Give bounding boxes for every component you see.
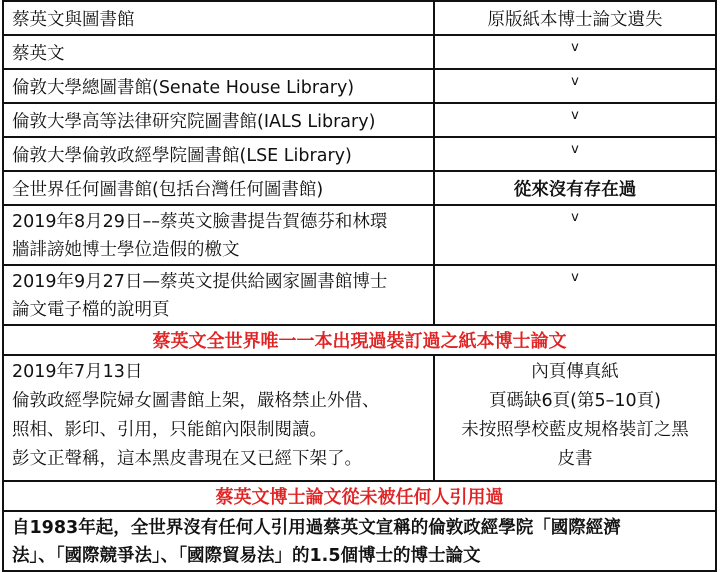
section1-left-line: 2019年7月13日 xyxy=(12,362,143,382)
section2-body-line: 自1983年起，全世界沒有任何人引用過蔡英文宣稱的倫敦政經學院「國際經濟 xyxy=(12,518,621,538)
section1-left-line: 照相、影印、引用，只能館內限制閱讀。 xyxy=(12,420,327,440)
row-mark: v xyxy=(571,108,579,123)
section1-right-line: 內頁傳真紙 xyxy=(531,362,619,382)
row-label xyxy=(4,266,435,326)
row-mark: v xyxy=(571,74,579,89)
section2-body-row xyxy=(2,510,717,572)
section1-body-row xyxy=(2,354,717,482)
table-row xyxy=(2,68,717,104)
section1-right-line: 頁碼缺6頁(第5–10頁) xyxy=(489,391,661,411)
table-row xyxy=(2,170,717,206)
section1-title: 蔡英文全世界唯一一本出現過裝訂過之紙本博士論文 xyxy=(152,331,567,352)
table-row xyxy=(2,204,717,266)
row-mark: v xyxy=(571,40,579,55)
row-label-line: 牆誹謗她博士學位造假的檄文 xyxy=(12,240,240,260)
header-right: 原版紙本博士論文遺失 xyxy=(487,10,663,30)
header-left: 蔡英文與圖書館 xyxy=(4,2,435,36)
row-mark: v xyxy=(571,142,579,157)
row-label: 倫敦大學倫敦政經學院圖書館(LSE Library) xyxy=(4,138,435,172)
section1-right-line: 未按照學校藍皮規格裝訂之黑 xyxy=(461,420,689,440)
row-label: 倫敦大學總圖書館(Senate House Library) xyxy=(4,70,435,104)
section1-right-line: 皮書 xyxy=(557,449,593,469)
section1-right xyxy=(435,356,715,482)
section1-left-line: 倫敦政經學院婦女圖書館上架，嚴格禁止外借、 xyxy=(12,391,380,411)
section2-body xyxy=(4,512,715,570)
row-label: 全世界任何圖書館(包括台灣任何圖書館) xyxy=(4,172,435,206)
row-label xyxy=(4,206,435,266)
table-row xyxy=(2,136,717,172)
section-title-row xyxy=(2,324,717,356)
section2-title: 蔡英文博士論文從未被任何人引用過 xyxy=(215,487,504,508)
row-mark: v xyxy=(571,210,579,225)
row-mark: 從來沒有存在過 xyxy=(513,180,637,200)
section1-left-line: 彭文正聲稱，這本黑皮書現在又已經下架了。 xyxy=(12,449,362,469)
section-title-row xyxy=(2,480,717,512)
row-label-line: 論文電子檔的說明頁 xyxy=(12,300,170,320)
section1-left xyxy=(4,356,435,482)
table-row xyxy=(2,34,717,70)
row-label: 蔡英文 xyxy=(4,36,435,70)
header-row xyxy=(2,0,717,36)
table-row xyxy=(2,102,717,138)
section2-body-line: 法」、「國際競爭法」、「國際貿易法」的1.5個博士的博士論文 xyxy=(12,546,481,566)
row-mark: v xyxy=(571,270,579,285)
row-label-line: 2019年9月27日—蔡英文提供給國家圖書館博士 xyxy=(12,272,388,292)
table-row xyxy=(2,264,717,326)
thesis-table xyxy=(2,0,717,572)
row-label-line: 2019年8月29日––蔡英文臉書提告賀德芬和林環 xyxy=(12,212,388,232)
row-label: 倫敦大學高等法律研究院圖書館(IALS Library) xyxy=(4,104,435,138)
